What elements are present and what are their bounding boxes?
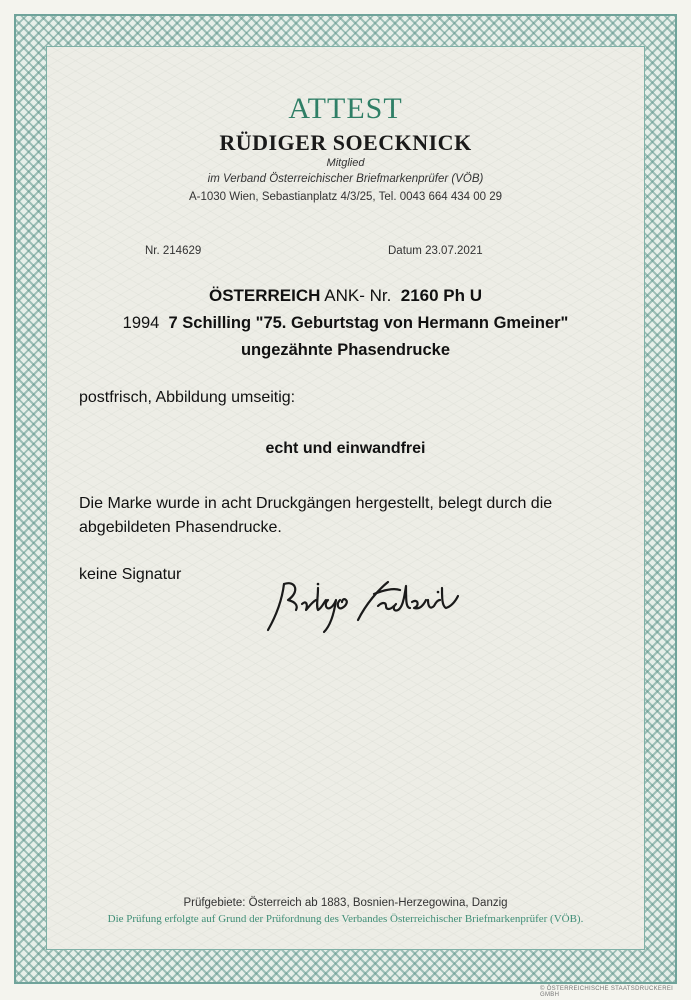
country: ÖSTERREICH [208,286,321,305]
handwritten-signature [262,570,482,640]
stamp-title: 7 Schilling "75. Geburtstag von Hermann Gmeiner" [168,314,569,332]
catalog-line [0,286,691,306]
verdict-text: echt und einwandfrei [265,440,426,457]
remark-text: Die Marke wurde in acht Druckgängen hergestellt, belegt durch die abgebildeten Phasendrucke. [79,495,553,536]
rules-note: Die Prüfung erfolgte auf Grund der Prüfordnung des Verbandes Österreichischer Briefmarkenprüfer (VÖB). [107,913,584,925]
condition-text: postfrisch, Abbildung umseitig: [79,389,296,406]
issuer-address: A-1030 Wien, Sebastianplatz 4/3/25, Tel. 0043 664 434 00 29 [188,191,503,203]
issuer-name: RÜDIGER SOECKNICK [219,130,472,155]
issue-year: 1994 [122,314,160,332]
certificate-date: Datum 23.07.2021 [388,245,483,257]
expertise-areas: Prüfgebiete: Österreich ab 1883, Bosnien-Herzegowina, Danzig [183,897,508,909]
printer-mark: © ÖSTERREICHISCHE STAATSDRUCKEREI GMBH [540,986,674,998]
stamp-line [0,314,691,333]
membership-label: Mitglied [326,157,365,169]
catalog-label: ANK- Nr. [324,286,392,305]
certificate-title: ATTEST [288,92,403,125]
association-line: im Verband Österreichischer Briefmarkenprüfer (VÖB) [207,173,484,185]
signature-note: keine Signatur [79,566,182,583]
stamp-variety: ungezähnte Phasendrucke [240,341,451,359]
catalog-number: 2160 Ph U [400,286,483,305]
certificate-number: Nr. 214629 [145,245,202,257]
